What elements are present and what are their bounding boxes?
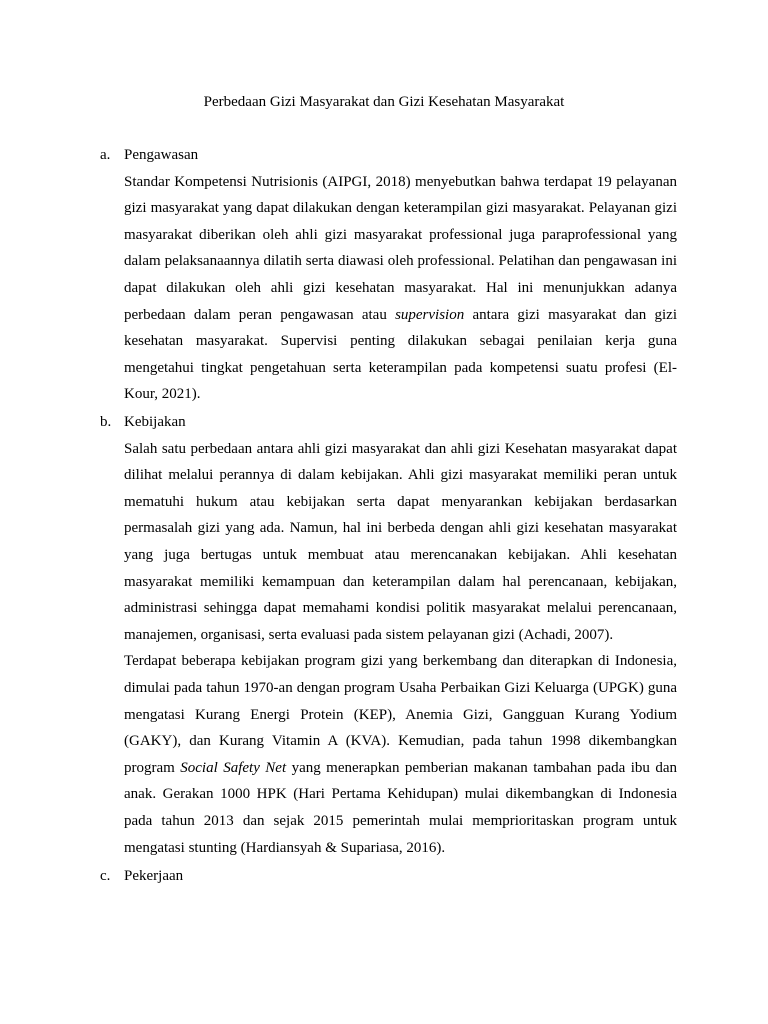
document-title: Perbedaan Gizi Masyarakat dan Gizi Kesehatan Masyarakat: [203, 94, 565, 110]
paragraph: Salah satu perbedaan antara ahli gizi masyarakat dan ahli gizi Kesehatan masyarakat dapat dilihat melalui perannya di dalam kebijakan. Ahli gizi masyarakat memiliki peran untuk mematuhi hukum atau kebijakan serta dapat menyarankan kebijakan berdasarkan permasalah gizi yang ada. Namun, hal ini berbeda dengan ahli gizi kesehatan masyarakat yang juga bertugas untuk membuat atau merencanakan kebijakan. Ahli kesehatan masyarakat memiliki kemampuan dan keterampilan dalam hal perencanaan, kebijakan, administrasi sehingga dapat memahami kondisi politik masyarakat melalui perencanaan, manajemen, organisasi, serta evaluasi pada sistem pelayanan gizi (Achadi, 2007).: [124, 440, 677, 643]
list-marker: a.: [100, 147, 111, 163]
list-marker: b.: [100, 414, 112, 430]
section-heading: Pekerjaan: [124, 868, 184, 884]
paragraph: Terdapat beberapa kebijakan program gizi yang berkembang dan diterapkan di Indonesia, dimulai pada tahun 1970-an dengan program Usaha Perbaikan Gizi Keluarga (UPGK) guna mengatasi Kurang Energi Protein (KEP), Anemia Gizi, Gangguan Kurang Yodium (GAKY), dan Kurang Vitamin A (KVA). Kemudian, pada tahun 1998 dikembangkan program Social Safety Net yang menerapkan pemberian makanan tambahan pada ibu dan anak. Gerakan 1000 HPK (Hari Pertama Kehidupan) mulai dikembangkan di Indonesia pada tahun 2013 dan sejak 2015 pemerintah mulai memprioritaskan program untuk mengatasi stunting (Hardiansyah & Supariasa, 2016).: [124, 653, 677, 856]
section-heading: Kebijakan: [124, 414, 186, 430]
section-heading: Pengawasan: [124, 147, 199, 163]
section-pengawasan: [100, 142, 677, 408]
list-marker: c.: [100, 868, 111, 884]
section-pekerjaan: [100, 863, 677, 890]
paragraph: Standar Kompetensi Nutrisionis (AIPGI, 2018) menyebutkan bahwa terdapat 19 pelayanan gizi masyarakat yang dapat dilakukan dengan keterampilan gizi masyarakat. Pelayanan gizi masyarakat diberikan oleh ahli gizi masyarakat professional juga paraprofessional yang dalam pelaksanaannya dilatih serta diawasi oleh professional. Pelatihan dan pengawasan ini dapat dilakukan oleh ahli gizi kesehatan masyarakat. Hal ini menunjukkan adanya perbedaan dalam peran pengawasan atau supervision antara gizi masyarakat dan gizi kesehatan masyarakat. Supervisi penting dilakukan sebagai penilaian kerja guna mengetahui tingkat pengetahuan serta keterampilan pada kompetensi suatu profesi (El-Kour, 2021).: [124, 173, 677, 403]
section-kebijakan: [100, 409, 677, 861]
